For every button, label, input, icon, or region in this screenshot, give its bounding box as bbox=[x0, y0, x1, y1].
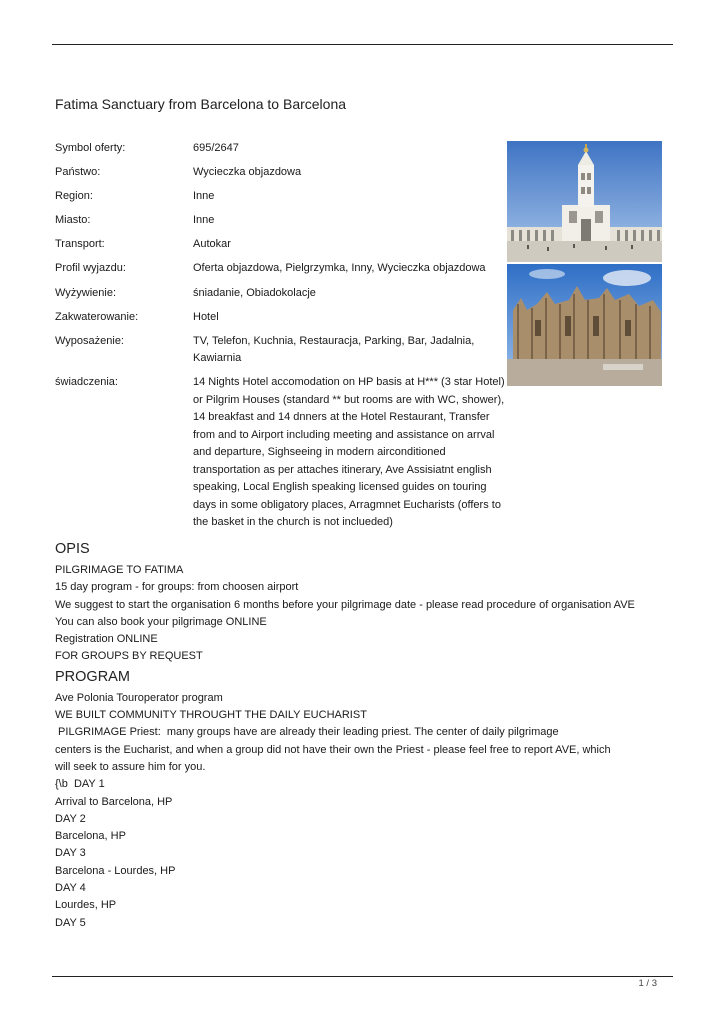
detail-row-services bbox=[55, 374, 505, 532]
program-line: PILGRIMAGE Priest: many groups have are already their leading priest. The center of daily pilgrimage bbox=[55, 726, 559, 739]
program-line: DAY 4 bbox=[55, 882, 86, 895]
detail-value: TV, Telefon, Kuchnia, Restauracja, Parking, Bar, Jadalnia, Kawiarnia bbox=[193, 334, 475, 365]
program-line: WE BUILT COMMUNITY THROUGHT THE DAILY EUCHARIST bbox=[55, 709, 367, 722]
detail-value: Hotel bbox=[193, 310, 219, 323]
detail-row-profile bbox=[55, 260, 505, 278]
offer-details bbox=[55, 140, 505, 538]
detail-label: Transport: bbox=[55, 238, 105, 251]
detail-value: 14 Nights Hotel accomodation on HP basis at H*** (3 star Hotel) or Pilgrim Houses (standard ** but rooms are with WC, shower), 14 breakfast and 14 dnners at the Hotel Restaurant, Transfer from and to Airport including meeting and assistance on arrval and departure, Sighseeing in modern airconditioned transportation as per attaches itinerary, Ave Assisiatnt english speaking, Local English speaking licensed guides on touring days in some obligatory places, Arragmnet Eucharists (offers to the basket in the church is not inclueded) bbox=[193, 376, 505, 529]
detail-label: Państwo: bbox=[55, 166, 101, 179]
header-rule bbox=[52, 44, 673, 45]
detail-label: Miasto: bbox=[55, 214, 91, 227]
program-line: will seek to assure him for you. bbox=[55, 760, 206, 773]
detail-value: Wycieczka objazdowa bbox=[193, 166, 302, 179]
program-line: DAY 5 bbox=[55, 916, 86, 929]
program-line: DAY 3 bbox=[55, 847, 86, 860]
program-line: Arrival to Barcelona, HP bbox=[55, 795, 173, 808]
opis-line: FOR GROUPS BY REQUEST bbox=[55, 650, 203, 663]
detail-value: Inne bbox=[193, 190, 215, 203]
program-line: Ave Polonia Touroperator program bbox=[55, 691, 223, 704]
opis-line: 15 day program - for groups: from choosen airport bbox=[55, 581, 299, 594]
document-title: Fatima Sanctuary from Barcelona to Barcelona bbox=[55, 96, 347, 112]
detail-label: Wyżywienie: bbox=[55, 286, 117, 299]
detail-label: Profil wyjazdu: bbox=[55, 262, 126, 275]
detail-label: Symbol oferty: bbox=[55, 142, 126, 154]
detail-label: świadczenia: bbox=[55, 376, 118, 389]
detail-value: 695/2647 bbox=[193, 142, 239, 154]
detail-value: Inne bbox=[193, 214, 215, 227]
detail-value: śniadanie, Obiadokolacje bbox=[193, 286, 316, 299]
detail-row-amenities bbox=[55, 333, 505, 368]
detail-row-country bbox=[55, 164, 505, 182]
program-heading: PROGRAM bbox=[55, 668, 130, 685]
detail-value: Oferta objazdowa, Pielgrzymka, Inny, Wycieczka objazdowa bbox=[193, 262, 486, 275]
detail-label: Region: bbox=[55, 190, 93, 203]
detail-row-meals bbox=[55, 285, 505, 303]
opis-line: Registration ONLINE bbox=[55, 633, 158, 646]
detail-value: Autokar bbox=[193, 238, 231, 251]
detail-row-symbol bbox=[55, 140, 505, 158]
detail-row-city bbox=[55, 212, 505, 230]
program-line: Barcelona - Lourdes, HP bbox=[55, 864, 176, 877]
program-line: DAY 2 bbox=[55, 812, 86, 825]
opis-line: We suggest to start the organisation 6 months before your pilgrimage date - please read procedure of organisation AVE bbox=[55, 598, 635, 611]
detail-row-accommodation bbox=[55, 309, 505, 327]
program-line: {\b DAY 1 bbox=[55, 778, 105, 791]
detail-label: Zakwaterowanie: bbox=[55, 310, 139, 323]
opis-line: You can also book your pilgrimage ONLINE bbox=[55, 615, 267, 628]
detail-label: Wyposażenie: bbox=[55, 334, 124, 347]
opis-line: PILGRIMAGE TO FATIMA bbox=[55, 564, 184, 576]
description-section bbox=[55, 540, 675, 932]
program-line: Lourdes, HP bbox=[55, 899, 117, 912]
gothic-monastery-photo bbox=[507, 264, 662, 386]
detail-row-transport bbox=[55, 236, 505, 254]
program-line: Barcelona, HP bbox=[55, 830, 126, 843]
page-number: 1 / 3 bbox=[638, 978, 657, 989]
program-line: centers is the Eucharist, and when a group did not have their own the Priest - please feel free to report AVE, which bbox=[55, 743, 611, 756]
footer-rule bbox=[52, 976, 673, 977]
opis-heading: OPIS bbox=[55, 541, 90, 557]
fatima-basilica-photo bbox=[507, 141, 662, 262]
detail-row-region bbox=[55, 188, 505, 206]
